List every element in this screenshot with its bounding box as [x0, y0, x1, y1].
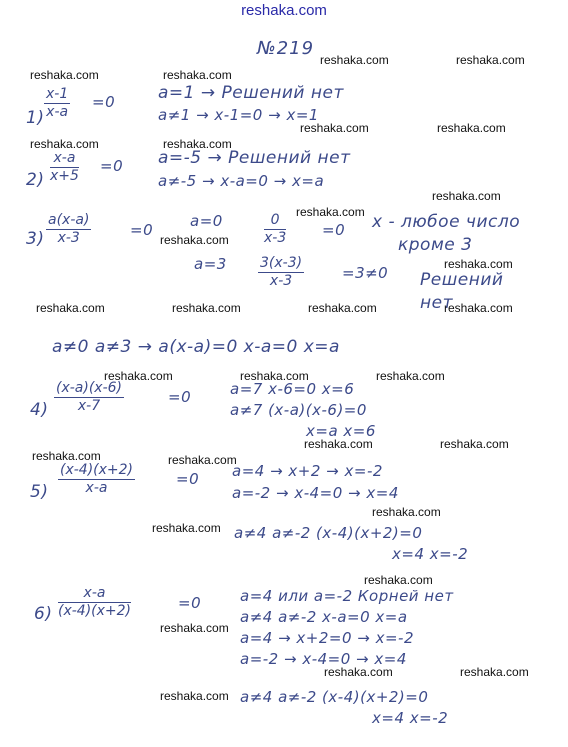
p3-case1-denominator: x-3: [264, 230, 287, 246]
problem-number: №219: [257, 38, 315, 59]
p5-label: 5): [30, 482, 49, 502]
p4-denominator: x-7: [77, 398, 101, 414]
p4-equals: =0: [168, 388, 192, 406]
p2-case2: a≠-5 → x-a=0 → x=a: [158, 172, 325, 190]
p5-numerator: (x-4)(x+2): [60, 462, 134, 478]
p6-case5: a≠4 a≠-2 (x-4)(x+2)=0: [240, 688, 429, 706]
p6-label: 6): [34, 604, 53, 624]
watermark: reshaka.com: [240, 369, 309, 383]
p3-case1-cond: a=0: [190, 212, 223, 230]
p2-denominator: x+5: [50, 168, 79, 184]
p6-case1: a=4 или a=-2 Корней нет: [240, 587, 454, 605]
p3-case2-fraction: [258, 255, 304, 290]
p3-fraction: [46, 212, 91, 247]
p3-case2-cond: a=3: [194, 255, 227, 273]
watermark: reshaka.com: [376, 369, 445, 383]
p3-case2-numerator: 3(x-3): [260, 255, 303, 271]
p6-case2: a≠4 a≠-2 x-a=0 x=a: [240, 608, 408, 626]
watermark: reshaka.com: [320, 53, 389, 67]
p2-numerator: x-a: [50, 150, 79, 168]
watermark: reshaka.com: [364, 573, 433, 587]
p3-case1-text1: x - любое число: [372, 212, 521, 232]
watermark: reshaka.com: [172, 301, 241, 315]
watermark: reshaka.com: [30, 137, 99, 151]
watermark: reshaka.com: [308, 301, 377, 315]
watermark: reshaka.com: [163, 137, 232, 151]
p3-numerator: a(x-a): [48, 212, 90, 228]
p6-equals: =0: [178, 594, 202, 612]
p5-fraction: [58, 462, 135, 497]
watermark: reshaka.com: [32, 449, 101, 463]
p5-case2: a=-2 → x-4=0 → x=4: [232, 484, 399, 502]
p6-denominator: (x-4)(x+2): [58, 603, 132, 619]
p1-fraction: [44, 86, 70, 121]
watermark: reshaka.com: [163, 68, 232, 82]
watermark: reshaka.com: [437, 121, 506, 135]
p3-case2-text2: нет: [420, 293, 453, 313]
p3-case3: a≠0 a≠3 → a(x-a)=0 x-a=0 x=a: [52, 337, 340, 357]
p5-case4: x=4 x=-2: [392, 545, 469, 563]
p3-case2-text1: Решений: [420, 270, 504, 290]
p6-fraction: [58, 585, 131, 620]
p6-case6: x=4 x=-2: [372, 709, 449, 727]
p3-case1-fraction: [264, 212, 286, 247]
p1-label: 1): [26, 108, 45, 128]
watermark: reshaka.com: [104, 369, 173, 383]
watermark: reshaka.com: [160, 233, 229, 247]
p4-numerator: (x-a)(x-6): [56, 380, 123, 396]
watermark: reshaka.com: [152, 521, 221, 535]
watermark: reshaka.com: [460, 665, 529, 679]
p4-case1: a=7 x-6=0 x=6: [230, 380, 355, 398]
p3-case2-equals: =3≠0: [342, 264, 389, 282]
p3-equals: =0: [130, 221, 154, 239]
watermark: reshaka.com: [444, 301, 513, 315]
p5-denominator: x-a: [85, 480, 108, 496]
p5-case1: a=4 → x+2 → x=-2: [232, 462, 383, 480]
p4-case2: a≠7 (x-a)(x-6)=0: [230, 401, 367, 419]
p1-denominator: x-a: [46, 104, 69, 120]
p4-label: 4): [30, 400, 49, 420]
watermark: reshaka.com: [304, 437, 373, 451]
watermark: reshaka.com: [432, 189, 501, 203]
p6-case3: a=4 → x+2=0 → x=-2: [240, 629, 415, 647]
p1-equals: =0: [92, 93, 116, 111]
p5-case3: a≠4 a≠-2 (x-4)(x+2)=0: [234, 524, 423, 542]
p3-case1-numerator: 0: [264, 212, 286, 230]
p4-fraction: [54, 380, 124, 415]
p6-case4: a=-2 → x-4=0 → x=4: [240, 650, 407, 668]
p3-case1-equals: =0: [322, 221, 346, 239]
watermark: reshaka.com: [444, 257, 513, 271]
watermark: reshaka.com: [324, 665, 393, 679]
watermark: reshaka.com: [168, 453, 237, 467]
watermark: reshaka.com: [296, 205, 365, 219]
watermark: reshaka.com: [300, 121, 369, 135]
p1-case2: a≠1 → x-1=0 → x=1: [158, 106, 319, 124]
p5-equals: =0: [176, 470, 200, 488]
p3-denominator: x-3: [57, 230, 80, 246]
watermark: reshaka.com: [440, 437, 509, 451]
p2-label: 2): [26, 170, 45, 190]
p3-case1-text2: кроме 3: [398, 235, 473, 255]
p3-label: 3): [26, 229, 45, 249]
watermark: reshaka.com: [160, 621, 229, 635]
watermark: reshaka.com: [36, 301, 105, 315]
watermark: reshaka.com: [30, 68, 99, 82]
watermark: reshaka.com: [372, 505, 441, 519]
watermark: reshaka.com: [456, 53, 525, 67]
p1-case1: a=1 → Решений нет: [158, 83, 344, 103]
watermark: reshaka.com: [160, 689, 229, 703]
p2-equals: =0: [100, 157, 124, 175]
site-title[interactable]: reshaka.com: [241, 2, 327, 19]
p1-numerator: x-1: [46, 86, 69, 102]
p2-case1: a=-5 → Решений нет: [158, 148, 351, 168]
p4-case3: x=a x=6: [306, 422, 376, 440]
p2-fraction: [50, 150, 79, 185]
p3-case2-denominator: x-3: [269, 273, 293, 289]
p6-numerator: x-a: [58, 585, 131, 603]
